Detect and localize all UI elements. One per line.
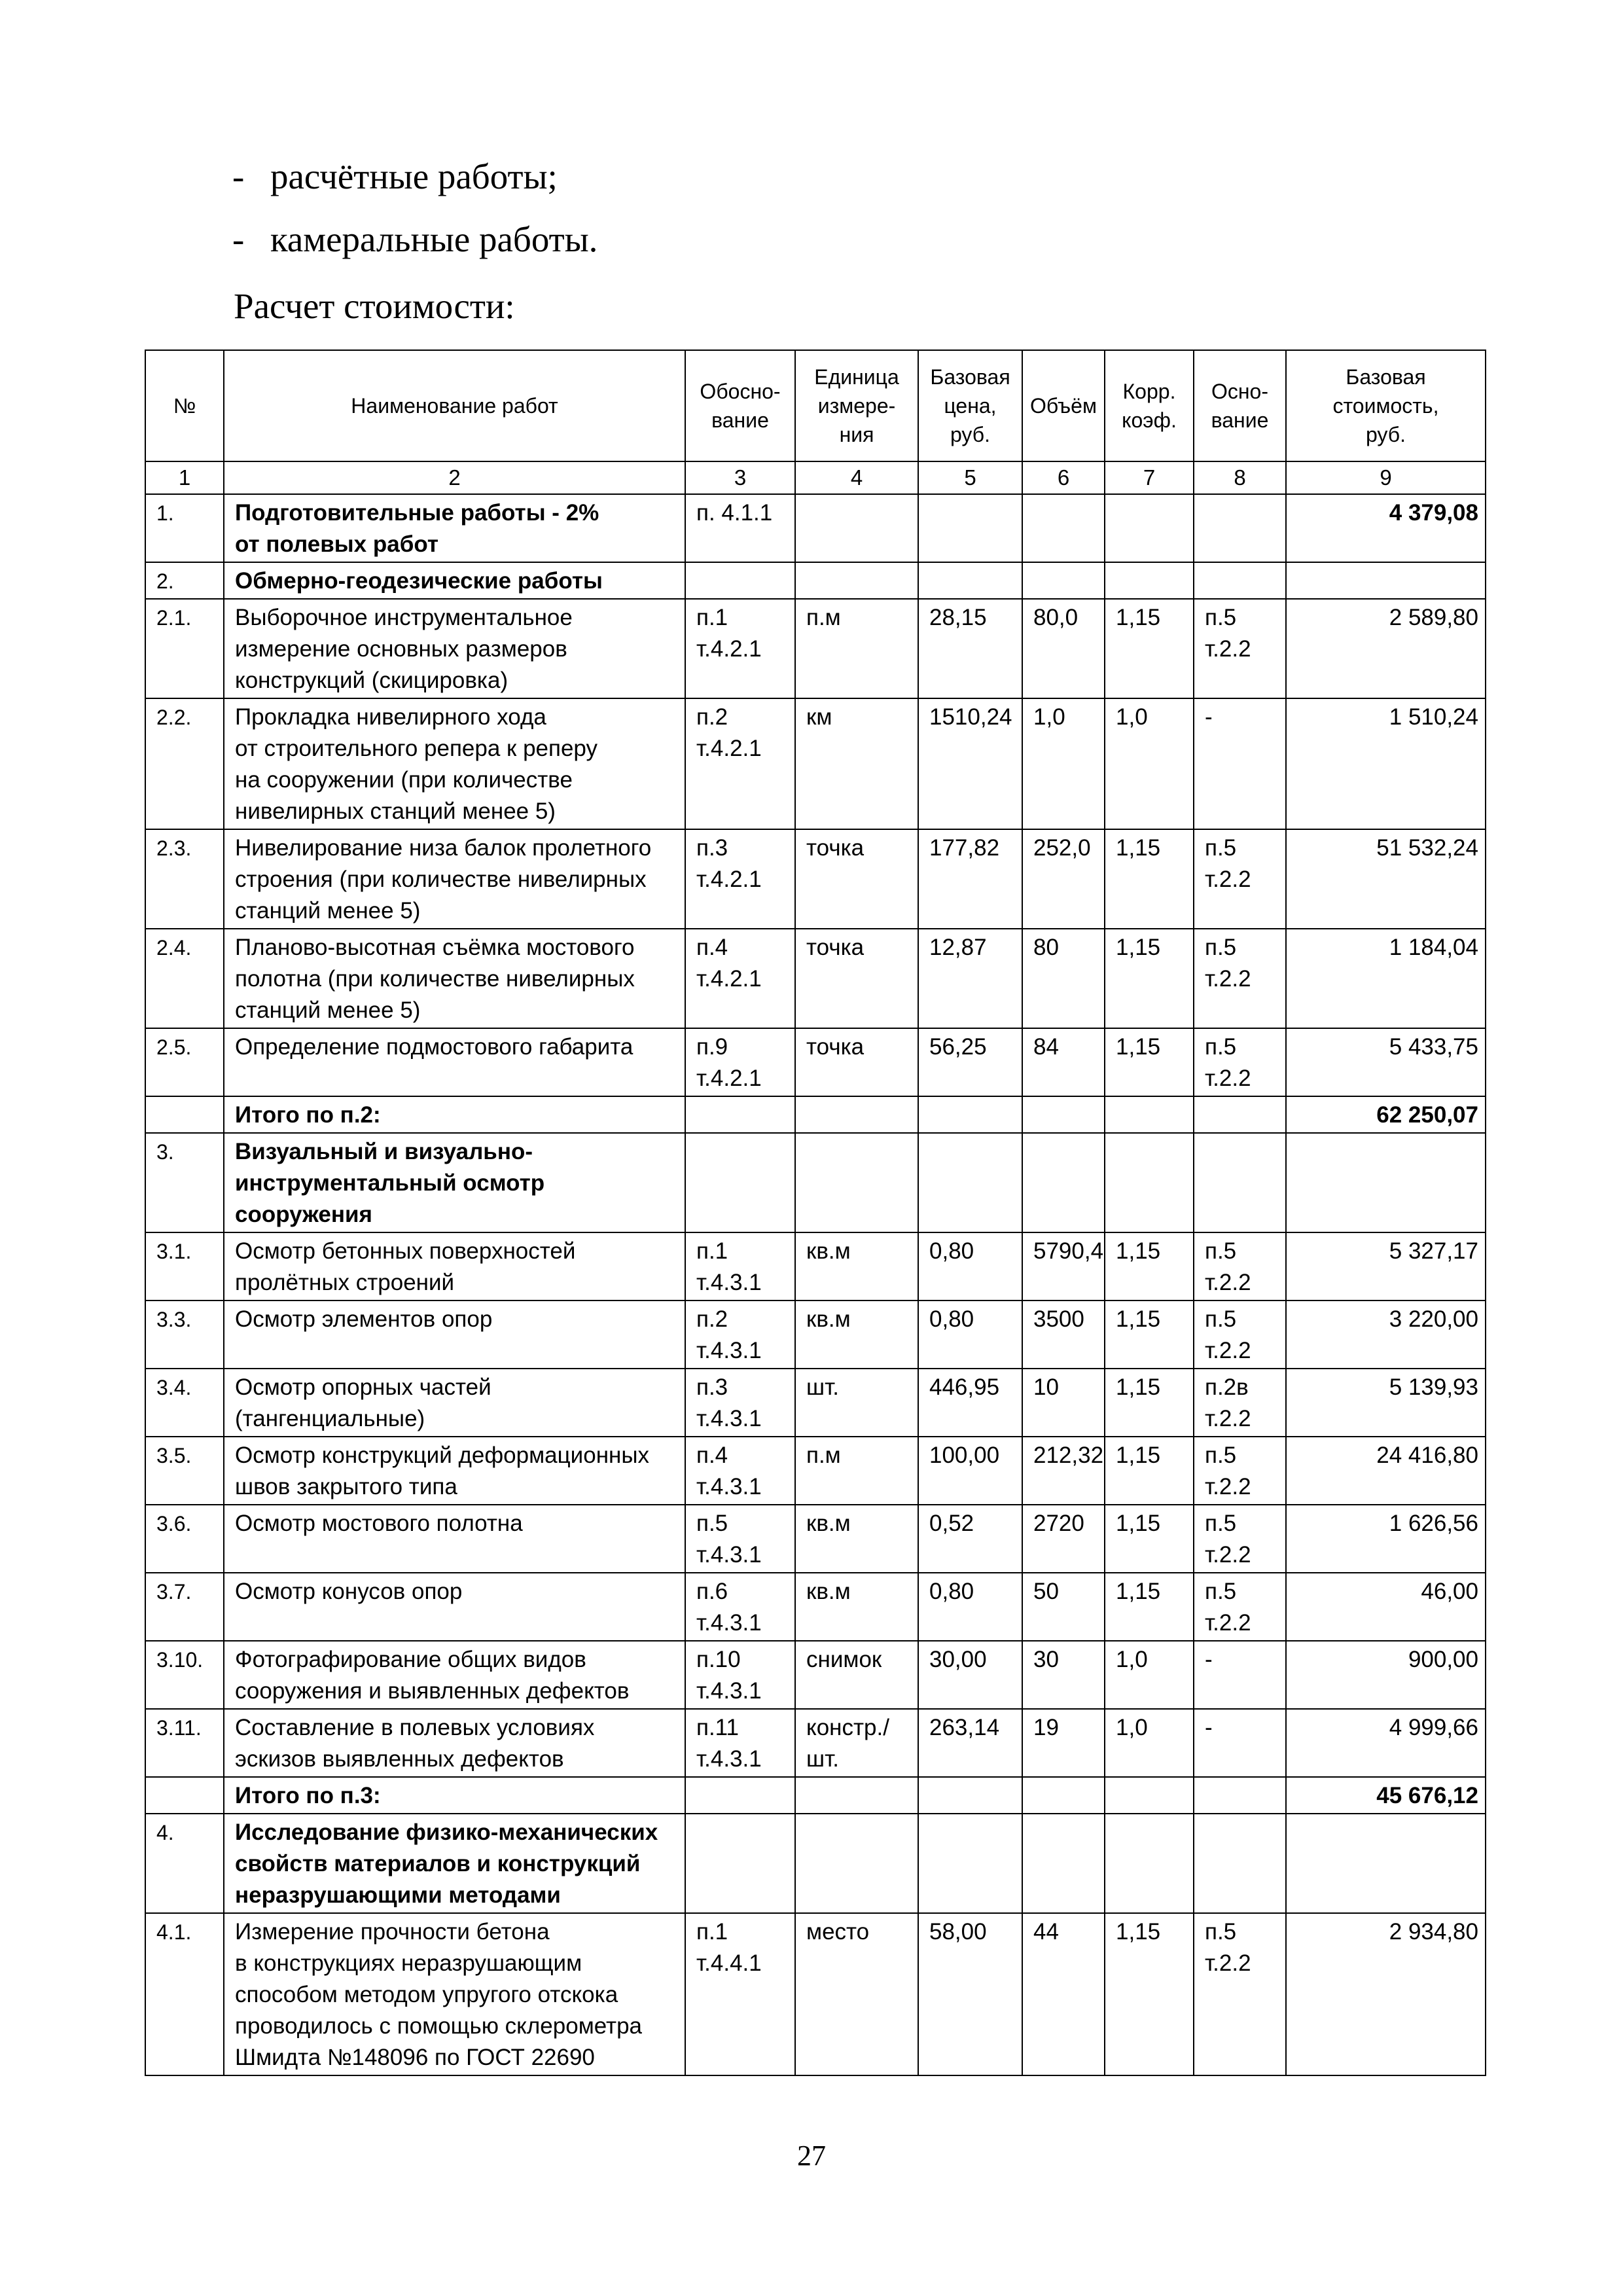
row-number-cell xyxy=(145,1096,224,1133)
table-cell: 12,87 xyxy=(918,929,1022,1028)
table-cell: 4 999,66 xyxy=(1286,1709,1486,1777)
list-item-text: камеральные работы. xyxy=(270,219,598,259)
work-name-cell: Осмотр элементов опор xyxy=(224,1300,685,1369)
table-cell: 1,0 xyxy=(1105,698,1194,829)
row-number-cell: 3.4. xyxy=(145,1369,224,1437)
work-name-cell: Итого по п.3: xyxy=(224,1777,685,1814)
table-cell xyxy=(795,1777,918,1814)
table-cell: место xyxy=(795,1913,918,2075)
table-cell: п.11 т.4.3.1 xyxy=(685,1709,795,1777)
table-cell: 0,80 xyxy=(918,1232,1022,1300)
list-item-text: расчётные работы; xyxy=(270,156,558,196)
table-cell: 1 626,56 xyxy=(1286,1505,1486,1573)
table-cell: кв.м xyxy=(795,1300,918,1369)
table-cell: п.5 т.2.2 xyxy=(1194,1573,1286,1641)
column-index-cell: 9 xyxy=(1286,461,1486,494)
table-cell: 263,14 xyxy=(918,1709,1022,1777)
table-cell: п.10 т.4.3.1 xyxy=(685,1641,795,1709)
table-cell xyxy=(1194,1133,1286,1232)
column-header: № xyxy=(145,350,224,461)
table-cell: 2 589,80 xyxy=(1286,599,1486,698)
table-row xyxy=(145,1641,1486,1709)
row-number-cell: 2.5. xyxy=(145,1028,224,1096)
table-cell: 1,0 xyxy=(1022,698,1105,829)
work-name-cell: Нивелирование низа балок пролетного строения (при количестве нивелирных станций менее 5) xyxy=(224,829,685,929)
table-cell: 1,15 xyxy=(1105,829,1194,929)
table-cell: 1,15 xyxy=(1105,1300,1194,1369)
table-cell xyxy=(1022,1777,1105,1814)
table-cell xyxy=(1105,1133,1194,1232)
table-cell: п.1 т.4.2.1 xyxy=(685,599,795,698)
table-row xyxy=(145,929,1486,1028)
table-cell xyxy=(1105,1814,1194,1913)
row-number-cell: 1. xyxy=(145,494,224,562)
table-cell: п. 4.1.1 xyxy=(685,494,795,562)
table-cell xyxy=(1105,1096,1194,1133)
table-cell xyxy=(1022,1814,1105,1913)
work-name-cell: Прокладка нивелирного хода от строительного репера к реперу на сооружении (при количестве нивелирных станций менее 5) xyxy=(224,698,685,829)
table-cell: км xyxy=(795,698,918,829)
table-cell: п.м xyxy=(795,599,918,698)
table-cell xyxy=(918,1777,1022,1814)
table-cell: 1,15 xyxy=(1105,1232,1194,1300)
row-number-cell: 3.7. xyxy=(145,1573,224,1641)
table-cell: 1 510,24 xyxy=(1286,698,1486,829)
work-name-cell: Осмотр бетонных поверхностей пролётных строений xyxy=(224,1232,685,1300)
row-number-cell: 2.4. xyxy=(145,929,224,1028)
table-cell: - xyxy=(1194,1641,1286,1709)
total-row xyxy=(145,1777,1486,1814)
row-number-cell: 4.1. xyxy=(145,1913,224,2075)
table-cell xyxy=(795,494,918,562)
table-cell: п.9 т.4.2.1 xyxy=(685,1028,795,1096)
table-cell: 44 xyxy=(1022,1913,1105,2075)
table-cell xyxy=(1286,1133,1486,1232)
list-item xyxy=(232,208,597,271)
table-cell xyxy=(685,1777,795,1814)
row-number-cell xyxy=(145,1777,224,1814)
column-header: Базовая стоимость, руб. xyxy=(1286,350,1486,461)
row-number-cell: 2.2. xyxy=(145,698,224,829)
table-cell: п.5 т.2.2 xyxy=(1194,929,1286,1028)
work-name-cell: Обмерно-геодезические работы xyxy=(224,562,685,599)
table-cell xyxy=(1105,494,1194,562)
column-index-cell: 7 xyxy=(1105,461,1194,494)
table-row xyxy=(145,1709,1486,1777)
table-cell: 56,25 xyxy=(918,1028,1022,1096)
table-cell xyxy=(1194,494,1286,562)
work-name-cell: Осмотр мостового полотна xyxy=(224,1505,685,1573)
table-cell xyxy=(918,562,1022,599)
table-cell: п.1 т.4.4.1 xyxy=(685,1913,795,2075)
table-cell: 2 934,80 xyxy=(1286,1913,1486,2075)
table-cell: кв.м xyxy=(795,1573,918,1641)
table-cell: 446,95 xyxy=(918,1369,1022,1437)
table-cell: 46,00 xyxy=(1286,1573,1486,1641)
table-cell: п.5 т.2.2 xyxy=(1194,1028,1286,1096)
table-row xyxy=(145,1232,1486,1300)
table-cell: 1,15 xyxy=(1105,1913,1194,2075)
table-cell: 0,80 xyxy=(918,1300,1022,1369)
column-header: Базовая цена, руб. xyxy=(918,350,1022,461)
table-cell: 19 xyxy=(1022,1709,1105,1777)
row-number-cell: 2.1. xyxy=(145,599,224,698)
column-index-cell: 5 xyxy=(918,461,1022,494)
row-number-cell: 3.11. xyxy=(145,1709,224,1777)
table-cell xyxy=(685,1814,795,1913)
section-row xyxy=(145,494,1486,562)
row-number-cell: 3.1. xyxy=(145,1232,224,1300)
table-cell xyxy=(1286,1814,1486,1913)
table-cell: п.3 т.4.2.1 xyxy=(685,829,795,929)
section-row xyxy=(145,562,1486,599)
table-cell: п.4 т.4.2.1 xyxy=(685,929,795,1028)
table-cell: 10 xyxy=(1022,1369,1105,1437)
total-row xyxy=(145,1096,1486,1133)
table-cell xyxy=(1194,1096,1286,1133)
column-header: Осно- вание xyxy=(1194,350,1286,461)
table-cell xyxy=(918,1096,1022,1133)
table-cell xyxy=(1022,562,1105,599)
table-cell: п.2в т.2.2 xyxy=(1194,1369,1286,1437)
table-cell: 62 250,07 xyxy=(1286,1096,1486,1133)
column-index-row xyxy=(145,461,1486,494)
table-cell: 58,00 xyxy=(918,1913,1022,2075)
table-cell xyxy=(918,1133,1022,1232)
table-cell: 177,82 xyxy=(918,829,1022,929)
table-cell: п.м xyxy=(795,1437,918,1505)
table-cell: п.2 т.4.3.1 xyxy=(685,1300,795,1369)
table-cell: п.4 т.4.3.1 xyxy=(685,1437,795,1505)
table-cell: 28,15 xyxy=(918,599,1022,698)
table-cell: 50 xyxy=(1022,1573,1105,1641)
table-row xyxy=(145,1573,1486,1641)
work-name-cell: Планово-высотная съёмка мостового полотна (при количестве нивелирных станций менее 5) xyxy=(224,929,685,1028)
table-cell: п.5 т.2.2 xyxy=(1194,829,1286,929)
list-marker: - xyxy=(232,219,245,259)
table-cell xyxy=(685,1133,795,1232)
cost-table xyxy=(145,350,1486,2076)
table-cell xyxy=(1105,562,1194,599)
table-cell: 1,15 xyxy=(1105,1505,1194,1573)
work-name-cell: Визуальный и визуально- инструментальный осмотр сооружения xyxy=(224,1133,685,1232)
row-number-cell: 3.6. xyxy=(145,1505,224,1573)
table-row xyxy=(145,599,1486,698)
table-cell: 5 327,17 xyxy=(1286,1232,1486,1300)
column-index-cell: 3 xyxy=(685,461,795,494)
table-cell: 5 139,93 xyxy=(1286,1369,1486,1437)
work-name-cell: Осмотр опорных частей (тангенциальные) xyxy=(224,1369,685,1437)
table-row xyxy=(145,829,1486,929)
table-cell: констр./ шт. xyxy=(795,1709,918,1777)
table-cell: 30 xyxy=(1022,1641,1105,1709)
table-cell: п.3 т.4.3.1 xyxy=(685,1369,795,1437)
work-name-cell: Осмотр конструкций деформационных швов закрытого типа xyxy=(224,1437,685,1505)
table-cell: 24 416,80 xyxy=(1286,1437,1486,1505)
table-cell xyxy=(1105,1777,1194,1814)
table-cell: точка xyxy=(795,929,918,1028)
table-cell: 900,00 xyxy=(1286,1641,1486,1709)
table-cell: 1,15 xyxy=(1105,929,1194,1028)
table-row xyxy=(145,1913,1486,2075)
table-cell: 30,00 xyxy=(918,1641,1022,1709)
table-cell xyxy=(795,1096,918,1133)
table-cell xyxy=(1194,562,1286,599)
column-index-cell: 6 xyxy=(1022,461,1105,494)
table-cell: п.5 т.2.2 xyxy=(1194,1300,1286,1369)
table-row xyxy=(145,1369,1486,1437)
table-cell: 1,0 xyxy=(1105,1709,1194,1777)
table-cell: 3 220,00 xyxy=(1286,1300,1486,1369)
bullet-list xyxy=(232,145,597,271)
table-cell: 45 676,12 xyxy=(1286,1777,1486,1814)
table-row xyxy=(145,1505,1486,1573)
column-header: Объём xyxy=(1022,350,1105,461)
table-cell: 1,15 xyxy=(1105,1028,1194,1096)
table-cell xyxy=(1286,562,1486,599)
table-cell: снимок xyxy=(795,1641,918,1709)
table-cell: 1,0 xyxy=(1105,1641,1194,1709)
work-name-cell: Составление в полевых условиях эскизов выявленных дефектов xyxy=(224,1709,685,1777)
cost-calculation-heading: Расчет стоимости: xyxy=(234,286,515,326)
work-name-cell: Итого по п.2: xyxy=(224,1096,685,1133)
section-row xyxy=(145,1133,1486,1232)
table-row xyxy=(145,698,1486,829)
row-number-cell: 3.10. xyxy=(145,1641,224,1709)
table-cell: п.5 т.2.2 xyxy=(1194,1232,1286,1300)
work-name-cell: Выборочное инструментальное измерение основных размеров конструкций (скицировка) xyxy=(224,599,685,698)
table-cell xyxy=(1022,1096,1105,1133)
row-number-cell: 3.5. xyxy=(145,1437,224,1505)
column-index-cell: 1 xyxy=(145,461,224,494)
work-name-cell: Подготовительные работы - 2% от полевых работ xyxy=(224,494,685,562)
column-index-cell: 2 xyxy=(224,461,685,494)
table-cell xyxy=(685,1096,795,1133)
row-number-cell: 3. xyxy=(145,1133,224,1232)
table-cell: п.5 т.2.2 xyxy=(1194,1437,1286,1505)
table-cell: 1,15 xyxy=(1105,1369,1194,1437)
table-cell: 1510,24 xyxy=(918,698,1022,829)
table-cell xyxy=(685,562,795,599)
work-name-cell: Фотографирование общих видов сооружения и выявленных дефектов xyxy=(224,1641,685,1709)
table-cell: 5790,4 xyxy=(1022,1232,1105,1300)
list-item xyxy=(232,145,597,208)
table-cell: 1,15 xyxy=(1105,599,1194,698)
work-name-cell: Исследование физико-механических свойств материалов и конструкций неразрушающими методами xyxy=(224,1814,685,1913)
work-name-cell: Измерение прочности бетона в конструкциях неразрушающим способом методом упругого отскока проводилось с помощью склерометра Шмидта №148096 по ГОСТ 22690 xyxy=(224,1913,685,2075)
table-cell: точка xyxy=(795,829,918,929)
work-name-cell: Определение подмостового габарита xyxy=(224,1028,685,1096)
table-cell: п.2 т.4.2.1 xyxy=(685,698,795,829)
table-cell xyxy=(1022,1133,1105,1232)
table-cell: - xyxy=(1194,698,1286,829)
table-cell: 4 379,08 xyxy=(1286,494,1486,562)
column-header: Наименование работ xyxy=(224,350,685,461)
table-cell: п.5 т.2.2 xyxy=(1194,599,1286,698)
table-cell: 1,15 xyxy=(1105,1573,1194,1641)
table-cell xyxy=(918,494,1022,562)
table-cell: 0,80 xyxy=(918,1573,1022,1641)
table-cell xyxy=(918,1814,1022,1913)
column-header: Корр. коэф. xyxy=(1105,350,1194,461)
table-row xyxy=(145,1028,1486,1096)
table-cell: 212,32 xyxy=(1022,1437,1105,1505)
table-cell xyxy=(1022,494,1105,562)
table-cell: п.1 т.4.3.1 xyxy=(685,1232,795,1300)
table-cell xyxy=(795,1814,918,1913)
table-cell: кв.м xyxy=(795,1505,918,1573)
table-cell xyxy=(795,562,918,599)
table-cell: 2720 xyxy=(1022,1505,1105,1573)
table-cell: 3500 xyxy=(1022,1300,1105,1369)
table-cell: п.5 т.2.2 xyxy=(1194,1913,1286,2075)
table-cell: шт. xyxy=(795,1369,918,1437)
table-cell: - xyxy=(1194,1709,1286,1777)
table-header-row xyxy=(145,350,1486,461)
table-cell: 80,0 xyxy=(1022,599,1105,698)
table-row xyxy=(145,1437,1486,1505)
column-header: Единица измере- ния xyxy=(795,350,918,461)
table-cell: 84 xyxy=(1022,1028,1105,1096)
table-cell: точка xyxy=(795,1028,918,1096)
list-marker: - xyxy=(232,156,245,196)
table-cell: п.5 т.4.3.1 xyxy=(685,1505,795,1573)
table-cell: п.5 т.2.2 xyxy=(1194,1505,1286,1573)
table-cell xyxy=(795,1133,918,1232)
page-number: 27 xyxy=(797,2140,826,2172)
row-number-cell: 4. xyxy=(145,1814,224,1913)
table-cell: 51 532,24 xyxy=(1286,829,1486,929)
work-name-cell: Осмотр конусов опор xyxy=(224,1573,685,1641)
table-row xyxy=(145,1300,1486,1369)
column-index-cell: 4 xyxy=(795,461,918,494)
column-header: Обосно- вание xyxy=(685,350,795,461)
table-cell: п.6 т.4.3.1 xyxy=(685,1573,795,1641)
table-cell: кв.м xyxy=(795,1232,918,1300)
table-cell xyxy=(1194,1777,1286,1814)
table-cell: 0,52 xyxy=(918,1505,1022,1573)
column-index-cell: 8 xyxy=(1194,461,1286,494)
table-cell: 1 184,04 xyxy=(1286,929,1486,1028)
table-cell: 100,00 xyxy=(918,1437,1022,1505)
row-number-cell: 3.3. xyxy=(145,1300,224,1369)
table-cell: 1,15 xyxy=(1105,1437,1194,1505)
table-cell xyxy=(1194,1814,1286,1913)
row-number-cell: 2. xyxy=(145,562,224,599)
table-cell: 80 xyxy=(1022,929,1105,1028)
row-number-cell: 2.3. xyxy=(145,829,224,929)
table-cell: 252,0 xyxy=(1022,829,1105,929)
section-row xyxy=(145,1814,1486,1913)
table-cell: 5 433,75 xyxy=(1286,1028,1486,1096)
